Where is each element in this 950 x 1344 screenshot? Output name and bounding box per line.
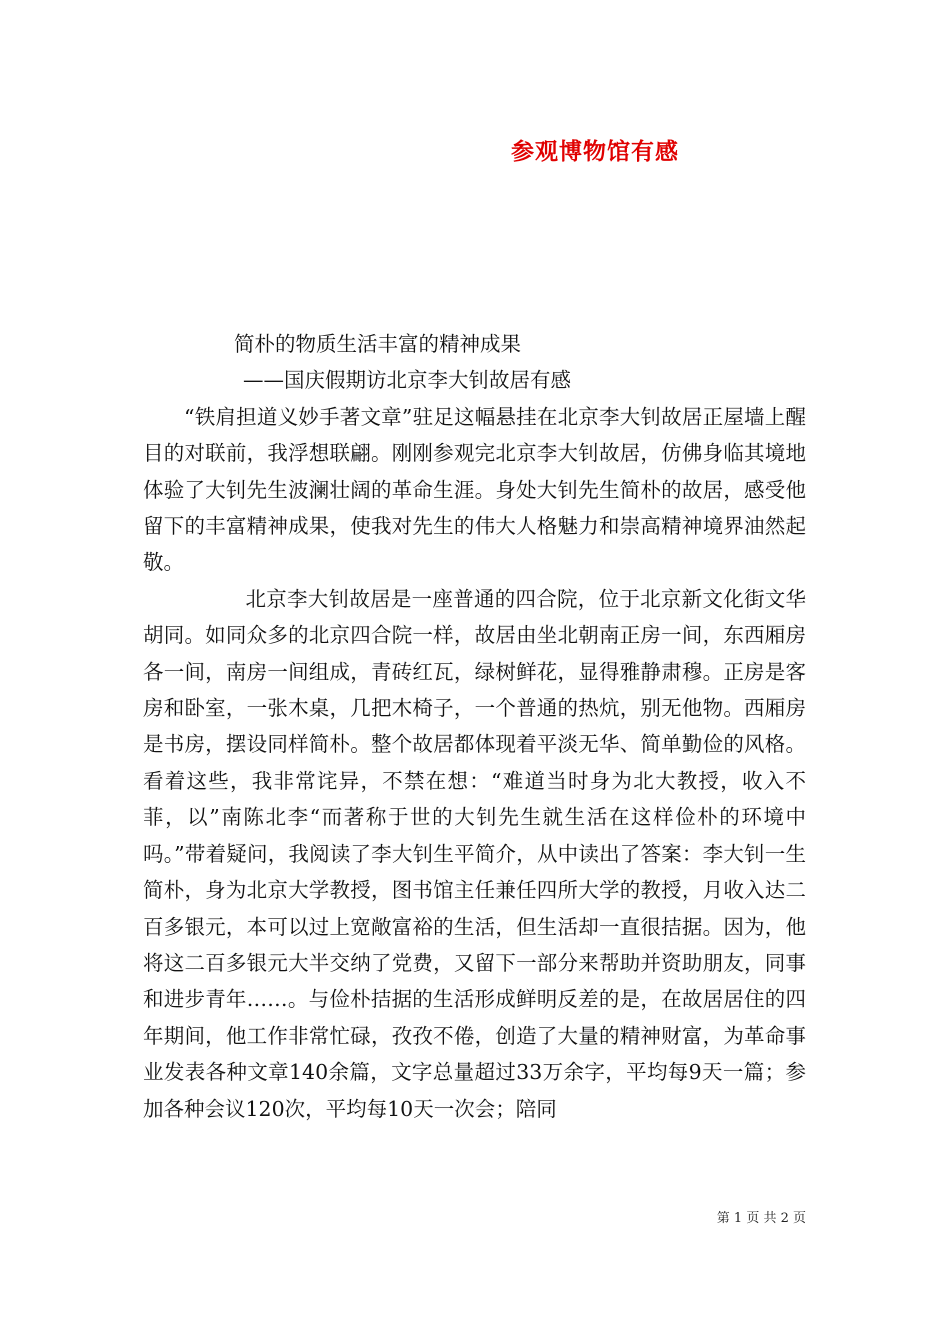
page-number: 第 1 页 共 2 页: [716, 1211, 806, 1226]
paragraph: “铁肩担道义妙手著文章”驻足这幅悬挂在北京李大钊故居正屋墙上醒目的对联前，我浮想联翩。刚刚参观完北京李大钊故居，仿佛身临其境地体验了大钊先生波澜壮阔的革命生涯。身处大钊先生简朴的故居，感受他留下的丰富精神成果，使我对先生的伟大人格魅力和崇高精神境界油然起敬。: [143, 404, 806, 575]
article-body: [143, 326, 806, 1127]
paragraph: 北京李大钊故居是一座普通的四合院，位于北京新文化街文华胡同。如同众多的北京四合院一样，故居由坐北朝南正房一间，东西厢房各一间，南房一间组成，青砖红瓦，绿树鲜花，显得雅静肃穆。正房是客房和卧室，一张木桌，几把木椅子，一个普通的热炕，别无他物。西厢房是书房，摆设同样简朴。整个故居都体现着平淡无华、简单勤俭的风格。看着这些，我非常诧异，不禁在想：“难道当时身为北大教授，收入不菲，以”南陈北李“而著称于世的大钊先生就生活在这样俭朴的环境中吗。”带着疑问，我阅读了李大钊生平简介，从中读出了答案：李大钊一生简朴，身为北京大学教授，图书馆主任兼任四所大学的教授，月收入达二百多银元，本可以过上宽敞富裕的生活，但生活却一直很拮据。因为，他将这二百多银元大半交纳了党费，又留下一部分来帮助并资助朋友，同事和进步青年……。与俭朴拮据的生活形成鲜明反差的是，在故居居住的四年期间，他工作非常忙碌，孜孜不倦，创造了大量的精神财富，为革命事业发表各种文章140余篇，文字总量超过33万余字，平均每9天一篇；参加各种会议120次，平均每10天一次会；陪同: [143, 586, 806, 1121]
article-subtitle: 简朴的物质生活丰富的精神成果: [234, 332, 521, 356]
article-subtitle-secondary: ——国庆假期访北京李大钊故居有感: [243, 368, 571, 393]
page-title: 参观博物馆有感: [511, 138, 679, 165]
